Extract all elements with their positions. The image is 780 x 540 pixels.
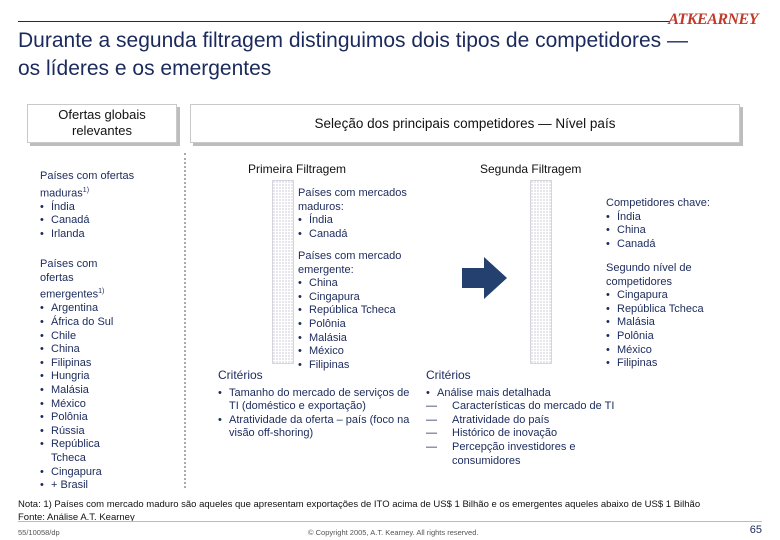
list-item: • México bbox=[40, 398, 120, 412]
emerging-items bbox=[40, 302, 120, 492]
list-item: • Cingapura bbox=[298, 291, 448, 305]
list-item: — Percepção investidores e consumidores bbox=[426, 441, 641, 468]
list-item: • México bbox=[298, 345, 448, 359]
list-item: • Malásia bbox=[40, 384, 120, 398]
emerging-offers-list bbox=[40, 258, 120, 493]
list-item: • Índia bbox=[40, 201, 175, 215]
first-filter-criteria bbox=[218, 369, 418, 441]
list-item: • Canadá bbox=[298, 228, 448, 242]
selection-box bbox=[190, 104, 740, 143]
list-item: • Chile bbox=[40, 330, 120, 344]
emerging-offers-title: Países com ofertas emergentes$^{1)}$ bbox=[40, 258, 105, 301]
list-item: — Histórico de inovação bbox=[426, 427, 641, 441]
list-item: • Irlanda bbox=[40, 228, 175, 242]
list-item: • Atratividade da oferta – país (foco na visão off-shoring) bbox=[218, 414, 418, 441]
list-item: • México bbox=[606, 344, 756, 358]
first-filter-heading: Primeira Filtragem bbox=[248, 162, 347, 176]
list-item: • Malásia bbox=[606, 316, 756, 330]
global-offers-title: Ofertas globais relevantes bbox=[58, 107, 146, 138]
first-filter-bar bbox=[272, 180, 294, 364]
list-item: • Filipinas bbox=[606, 357, 756, 371]
list-item: • Canadá bbox=[40, 214, 175, 228]
footnote-note: Nota: 1) Países com mercado maduro são aqueles que apresentam exportações de ITO acima de US$ 1 Bilhão e os emergentes aqueles abaixo de US$ 1 Bilhão bbox=[18, 499, 701, 510]
list-item: • Canadá bbox=[606, 238, 756, 252]
first-filter-mature bbox=[298, 187, 448, 241]
footer-copyright: © Copyright 2005, A.T. Kearney. All rights reserved. bbox=[308, 528, 479, 537]
first-filter-mature-items bbox=[298, 214, 448, 241]
second-filter-criteria bbox=[426, 369, 641, 468]
global-offers-box bbox=[27, 104, 177, 143]
key-competitors-title: Competidores chave: bbox=[606, 197, 710, 209]
list-item: • África do Sul bbox=[40, 316, 120, 330]
page-number: 65 bbox=[749, 524, 762, 536]
list-item: • + Brasil bbox=[40, 479, 120, 493]
footer-rule bbox=[18, 521, 762, 522]
list-item: • Índia bbox=[298, 214, 448, 228]
list-item: — Atratividade do país bbox=[426, 414, 641, 428]
list-item: • Tamanho do mercado de serviços de TI (doméstico e exportação) bbox=[218, 387, 418, 414]
key-competitors bbox=[606, 197, 756, 251]
list-item: • China bbox=[298, 277, 448, 291]
mature-items bbox=[40, 201, 175, 242]
list-item: • Argentina bbox=[40, 302, 120, 316]
first-criteria-title: Critérios bbox=[218, 368, 263, 382]
second-criteria-lead-list bbox=[426, 387, 641, 401]
atkearney-logo: ATKEARNEY bbox=[668, 11, 758, 28]
list-item: • Malásia bbox=[298, 332, 448, 346]
mature-offers-list bbox=[40, 170, 175, 242]
second-filter-bar bbox=[530, 180, 552, 364]
second-filter-heading: Segunda Filtragem bbox=[480, 162, 582, 176]
second-level-competitors bbox=[606, 262, 756, 371]
second-level-title: Segundo nível de competidores bbox=[606, 262, 692, 288]
list-item: — Características do mercado de TI bbox=[426, 400, 641, 414]
second-criteria-items bbox=[426, 400, 641, 468]
list-item: • China bbox=[606, 224, 756, 238]
selection-title: Seleção dos principais competidores — Nível país bbox=[314, 116, 616, 131]
first-filter-emerging bbox=[298, 250, 448, 372]
first-filter-emerging-items bbox=[298, 277, 448, 372]
second-criteria-title: Critérios bbox=[426, 368, 471, 382]
list-item: • República Tcheca bbox=[606, 303, 756, 317]
footer-code: 55/10058/dp bbox=[18, 528, 60, 537]
list-item: • República Tcheca bbox=[40, 438, 120, 465]
list-item: • China bbox=[40, 343, 120, 357]
list-item: • Polônia bbox=[40, 411, 120, 425]
second-level-items bbox=[606, 289, 756, 371]
key-competitors-items bbox=[606, 211, 756, 252]
list-item: • Polônia bbox=[606, 330, 756, 344]
first-filter-mature-title: Países com mercados maduros: bbox=[298, 187, 407, 213]
arrow-right-icon bbox=[462, 255, 508, 301]
footer bbox=[18, 528, 762, 537]
slide-title: Durante a segunda filtragem distinguimos dois tipos de competidores — os líderes e os emergentes bbox=[18, 29, 689, 80]
column-divider bbox=[184, 153, 186, 488]
footnote-source: Fonte: Análise A.T. Kearney bbox=[18, 512, 135, 523]
list-item: • Rússia bbox=[40, 425, 120, 439]
list-item: • Polônia bbox=[298, 318, 448, 332]
list-item: • Índia bbox=[606, 211, 756, 225]
list-item: • Hungria bbox=[40, 370, 120, 384]
mature-offers-title: Países com ofertas maduras$^{1)}$ bbox=[40, 170, 135, 200]
header-rule bbox=[18, 21, 670, 22]
list-item: • Filipinas bbox=[40, 357, 120, 371]
list-item: • Cingapura bbox=[606, 289, 756, 303]
list-item: • Cingapura bbox=[40, 466, 120, 480]
first-filter-emerging-title: Países com mercado emergente: bbox=[298, 250, 402, 276]
list-item: • República Tcheca bbox=[298, 304, 448, 318]
list-item: • Filipinas bbox=[298, 359, 448, 373]
first-criteria-items bbox=[218, 387, 418, 441]
second-criteria-lead: • Análise mais detalhada bbox=[426, 387, 641, 401]
